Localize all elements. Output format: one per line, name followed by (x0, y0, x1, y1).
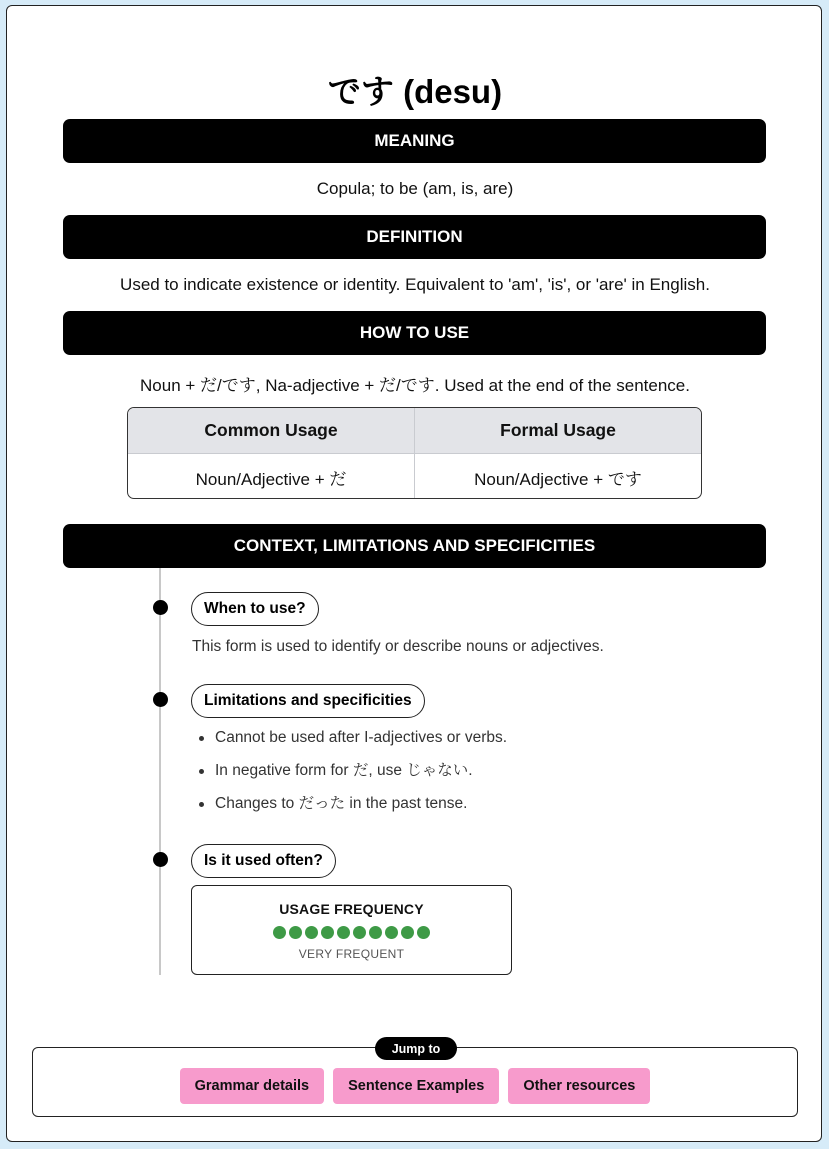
sentence-examples-button[interactable]: Sentence Examples (333, 1068, 499, 1104)
frequency-dot (385, 926, 398, 939)
grammar-card (6, 5, 822, 1142)
table-header-row (128, 408, 701, 454)
frequency-pill: Is it used often? (191, 844, 336, 878)
timeline-dot (153, 852, 168, 867)
jump-to-box (32, 1041, 798, 1117)
table-header-formal: Formal Usage (414, 408, 701, 453)
frequency-rating: VERY FREQUENT (298, 947, 405, 961)
table-header-common: Common Usage (204, 420, 338, 440)
frequency-dot (305, 926, 318, 939)
meaning-header: MEANING (63, 119, 766, 163)
how-to-use-text: Noun + だ/です, Na-adjective + だ/です. Used at the end of the sentence. (140, 376, 690, 395)
frequency-dot (337, 926, 350, 939)
list-item: In negative form for だ, use じゃない. (197, 760, 507, 793)
timeline-dot (153, 692, 168, 707)
context-header: CONTEXT, LIMITATIONS AND SPECIFICITIES (63, 524, 766, 568)
page-title: です (desu) (327, 73, 503, 110)
jump-buttons (33, 1068, 797, 1104)
jump-to-label: Jump to (375, 1037, 457, 1060)
frequency-dot (369, 926, 382, 939)
usage-table (127, 407, 702, 499)
table-row (128, 454, 701, 499)
grammar-details-button[interactable]: Grammar details (180, 1068, 324, 1104)
when-to-use-text: This form is used to identify or describe nouns or adjectives. (192, 638, 604, 655)
frequency-dot (353, 926, 366, 939)
table-cell-common: Noun/Adjective + だ (195, 469, 347, 489)
usage-frequency-title: USAGE FREQUENCY (279, 901, 424, 917)
frequency-dot (321, 926, 334, 939)
definition-header: DEFINITION (63, 215, 766, 259)
when-to-use-pill: When to use? (191, 592, 319, 626)
meaning-text: Copula; to be (am, is, are) (316, 179, 514, 198)
frequency-dot (401, 926, 414, 939)
usage-frequency-box (191, 885, 512, 975)
timeline-line (159, 568, 161, 975)
list-item: Cannot be used after I-adjectives or verbs. (197, 727, 507, 760)
table-cell-formal: Noun/Adjective + です (414, 454, 701, 499)
limitations-list (197, 727, 507, 826)
frequency-dots (192, 926, 511, 939)
frequency-dot (417, 926, 430, 939)
list-item: Changes to だった in the past tense. (197, 793, 507, 826)
limitations-pill: Limitations and specificities (191, 684, 425, 718)
frequency-dot (289, 926, 302, 939)
timeline-dot (153, 600, 168, 615)
how-to-use-header: HOW TO USE (63, 311, 766, 355)
frequency-dot (273, 926, 286, 939)
other-resources-button[interactable]: Other resources (508, 1068, 650, 1104)
definition-text: Used to indicate existence or identity. Equivalent to 'am', 'is', or 'are' in English. (120, 275, 710, 294)
